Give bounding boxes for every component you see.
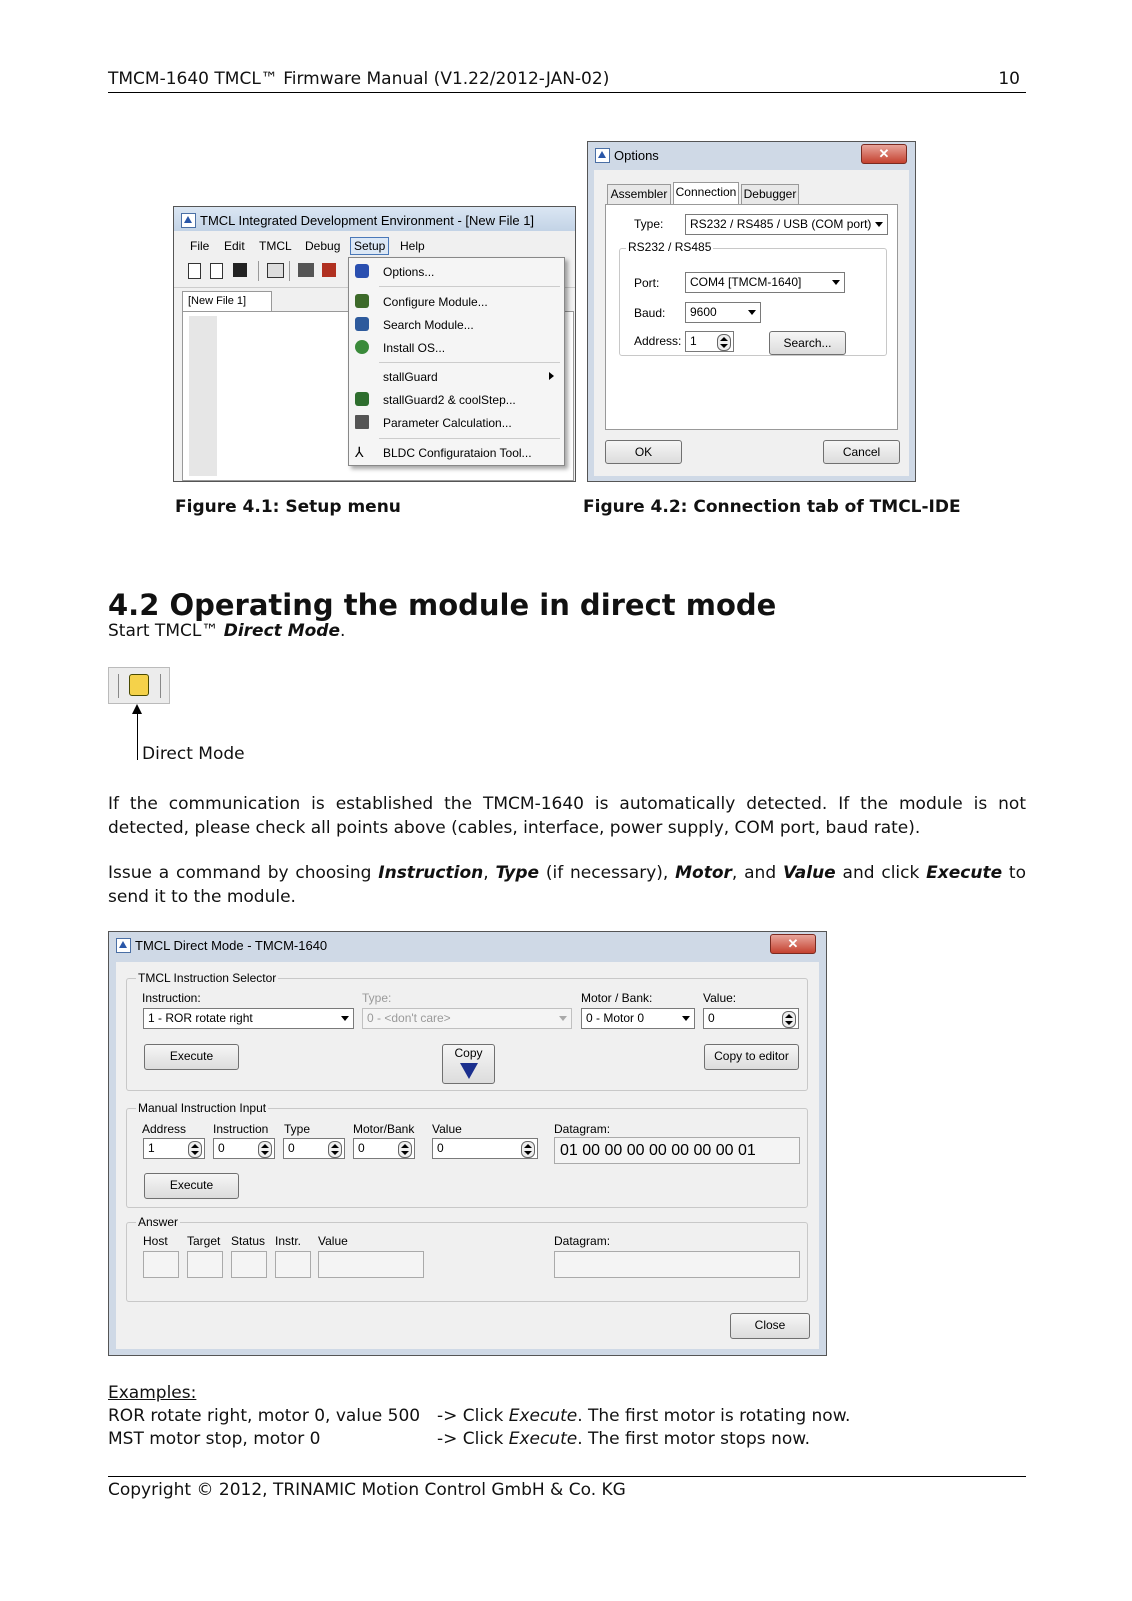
start-text-suffix: .	[340, 621, 346, 641]
direct-mode-client	[116, 962, 819, 1349]
manual-instruction-value: 0	[218, 1141, 225, 1155]
answer-target-label: Target	[187, 1234, 221, 1248]
spin-arrows-icon[interactable]	[328, 1141, 342, 1158]
toolbar-divider	[118, 674, 119, 698]
example-command: ROR rotate right, motor 0, value 500	[108, 1406, 421, 1426]
port-select[interactable]	[685, 272, 845, 293]
start-direct-mode-text	[108, 621, 345, 641]
menu-item-configure-module[interactable]: Configure Module...	[383, 295, 488, 309]
para-text: to send it to the module.	[108, 863, 1026, 907]
print-icon[interactable]	[267, 263, 284, 278]
chevron-down-icon	[875, 222, 883, 227]
instruction-select[interactable]	[143, 1008, 354, 1029]
direct-mode-title: TMCL Direct Mode - TMCM-1640	[135, 938, 328, 953]
chevron-down-icon	[341, 1016, 349, 1021]
manual-input-label: Manual Instruction Input	[138, 1101, 267, 1115]
menu-help[interactable]: Help	[400, 239, 425, 253]
manual-address-stepper[interactable]	[143, 1138, 205, 1159]
para-emphasis: Value	[782, 863, 836, 883]
detection-paragraph: If the communication is established the TMCM-1640 is automatically detected. If the module is not detected, please check all points above (cables, interface, power supply, COM port, baud rate).	[108, 794, 1026, 838]
answer-status-label: Status	[231, 1234, 266, 1248]
configure-module-icon	[355, 294, 369, 308]
menu-item-search-module[interactable]: Search Module...	[383, 318, 474, 332]
baud-label: Baud:	[634, 306, 666, 320]
answer-instr-field	[275, 1251, 311, 1278]
example-action-text: . The first motor is rotating now.	[577, 1406, 851, 1426]
footer-rule	[108, 1476, 1026, 1477]
tab-assembler[interactable]: Assembler	[607, 184, 671, 204]
menu-item-bldc-tool[interactable]: BLDC Configurataion Tool...	[383, 446, 532, 460]
stallguard2-icon	[355, 392, 369, 406]
manual-motor-bank-label: Motor/Bank	[353, 1122, 415, 1136]
tab-connection[interactable]: Connection	[673, 182, 739, 204]
menu-edit[interactable]: Edit	[224, 239, 245, 253]
menu-item-options[interactable]: Options...	[383, 265, 435, 279]
answer-target-field	[187, 1251, 223, 1278]
manual-instruction-label: Instruction	[213, 1122, 269, 1136]
answer-instr-label: Instr.	[275, 1234, 302, 1248]
direct-mode-label: Direct Mode	[142, 744, 245, 764]
new-file-icon[interactable]	[188, 263, 201, 279]
instruction-selector-label: TMCL Instruction Selector	[138, 971, 277, 985]
menu-tmcl[interactable]: TMCL	[259, 239, 292, 253]
answer-value-label: Value	[318, 1234, 348, 1248]
para-emphasis: Instruction	[378, 863, 484, 883]
spin-arrows-icon[interactable]	[717, 334, 731, 351]
rs232-group-label: RS232 / RS485	[628, 240, 712, 254]
para-text: ,	[483, 863, 496, 883]
answer-host-label: Host	[143, 1234, 168, 1248]
address-label: Address:	[634, 334, 682, 348]
address-stepper[interactable]	[685, 331, 734, 352]
example-action-text: -> Click	[437, 1429, 509, 1449]
answer-value-field	[318, 1251, 424, 1278]
manual-address-label: Address	[142, 1122, 187, 1136]
manual-motor-bank-value: 0	[358, 1141, 365, 1155]
install-os-icon	[355, 340, 369, 354]
spin-arrows-icon[interactable]	[188, 1141, 202, 1158]
menu-item-stallguard2-coolstep[interactable]: stallGuard2 & coolStep...	[383, 393, 516, 407]
answer-datagram-label: Datagram:	[554, 1234, 611, 1248]
toolbar-divider	[258, 261, 259, 281]
menu-separator	[379, 362, 560, 363]
copy-button-label: Copy	[454, 1046, 483, 1060]
ide-window-title: TMCL Integrated Development Environment - [New File 1]	[200, 213, 535, 228]
para-text: , and	[731, 863, 783, 883]
manual-value-value: 0	[437, 1141, 444, 1155]
direct-mode-window-screenshot	[108, 931, 827, 1356]
section-heading: 4.2 Operating the module in direct mode	[108, 588, 777, 622]
copy-to-editor-button[interactable]: Copy to editor	[704, 1044, 799, 1070]
app-icon	[116, 938, 131, 953]
type-value: 0 - <don't care>	[367, 1011, 451, 1025]
menu-debug[interactable]: Debug	[305, 239, 341, 253]
running-header-title: TMCM-1640 TMCL™ Firmware Manual (V1.22/2012-JAN-02)	[108, 69, 610, 89]
manual-address-value: 1	[148, 1141, 155, 1155]
address-value: 1	[690, 334, 697, 348]
editor-tab[interactable]: [New File 1]	[182, 291, 272, 311]
download-icon[interactable]	[322, 263, 336, 277]
instruction-label: Instruction:	[142, 991, 201, 1005]
start-text-emphasis: Direct Mode	[223, 621, 341, 641]
header-rule	[108, 92, 1026, 93]
ide-window-screenshot	[173, 206, 576, 482]
value-value: 0	[708, 1011, 715, 1025]
example-action-text: -> Click	[437, 1406, 509, 1426]
value-label: Value:	[703, 991, 737, 1005]
toolbar-divider	[289, 261, 290, 281]
copy-button[interactable]	[442, 1044, 495, 1084]
type-label: Type:	[634, 217, 664, 231]
app-icon	[595, 148, 610, 163]
ide-titlebar	[174, 207, 575, 231]
search-module-icon	[355, 317, 369, 331]
para-emphasis: Execute	[926, 863, 1003, 883]
editor-gutter	[189, 316, 217, 476]
spin-arrows-icon[interactable]	[398, 1141, 412, 1158]
para-emphasis: Type	[495, 863, 540, 883]
direct-mode-hand-icon[interactable]	[129, 674, 149, 696]
port-value: COM4 [TMCM-1640]	[690, 275, 802, 289]
example-action-text: . The first motor stops now.	[577, 1429, 810, 1449]
manual-type-label: Type	[284, 1122, 311, 1136]
direct-mode-toolbar-snippet	[108, 667, 170, 704]
datagram-field: 01 00 00 00 00 00 00 00 01	[554, 1137, 800, 1164]
options-dialog-screenshot	[587, 141, 916, 482]
manual-type-stepper[interactable]	[283, 1138, 345, 1159]
menu-item-stallguard[interactable]: stallGuard	[383, 370, 438, 384]
para-emphasis: Motor	[675, 863, 732, 883]
para-text: (if necessary),	[539, 863, 676, 883]
connection-type-select[interactable]	[685, 214, 888, 235]
connection-type-value: RS232 / RS485 / USB (COM port)	[690, 217, 872, 231]
search-button[interactable]: Search...	[769, 331, 846, 355]
calculator-icon	[355, 415, 369, 429]
example-action-emphasis: Execute	[508, 1406, 578, 1426]
para-text: Issue a command by choosing	[108, 863, 379, 883]
options-icon	[355, 264, 369, 278]
port-label: Port:	[634, 276, 660, 290]
issue-command-paragraph	[108, 861, 1026, 909]
tab-debugger[interactable]: Debugger	[741, 184, 799, 204]
type-select[interactable]	[362, 1008, 572, 1029]
execute-button[interactable]: Execute	[144, 1044, 239, 1070]
figure-4-1-caption: Figure 4.1: Setup menu	[175, 497, 401, 517]
value-stepper[interactable]	[703, 1008, 799, 1029]
example-action	[437, 1429, 810, 1449]
menu-item-parameter-calculation[interactable]: Parameter Calculation...	[383, 416, 512, 430]
start-text-prefix: Start TMCL™	[108, 621, 224, 641]
spin-arrows-icon[interactable]	[782, 1011, 796, 1028]
example-command: MST motor stop, motor 0	[108, 1429, 321, 1449]
manual-motor-bank-stepper[interactable]	[353, 1138, 415, 1159]
chevron-down-icon	[682, 1016, 690, 1021]
motor-bank-label: Motor / Bank:	[581, 991, 653, 1005]
example-action-emphasis: Execute	[508, 1429, 578, 1449]
options-tab-strip	[607, 184, 895, 204]
ide-menubar	[174, 236, 575, 254]
close-button[interactable]: Close	[730, 1313, 810, 1339]
type-label: Type:	[362, 991, 392, 1005]
instruction-value: 1 - ROR rotate right	[148, 1011, 253, 1025]
figure-4-2-caption: Figure 4.2: Connection tab of TMCL-IDE	[583, 497, 961, 517]
motor-bank-value: 0 - Motor 0	[586, 1011, 645, 1025]
footer-copyright: Copyright © 2012, TRINAMIC Motion Control GmbH & Co. KG	[108, 1480, 626, 1500]
page-number: 10	[998, 69, 1020, 89]
submenu-arrow-icon	[549, 372, 554, 380]
example-action	[437, 1406, 850, 1426]
menu-setup[interactable]: Setup	[350, 237, 389, 255]
pointer-arrowhead-icon	[132, 704, 142, 714]
bldc-tool-icon: ⅄	[355, 444, 364, 460]
spin-arrows-icon[interactable]	[258, 1141, 272, 1158]
answer-datagram-field	[554, 1251, 800, 1278]
answer-status-field	[231, 1251, 267, 1278]
menu-separator	[379, 438, 560, 439]
answer-host-field	[143, 1251, 179, 1278]
para-text: and click	[835, 863, 927, 883]
menu-file[interactable]: File	[190, 239, 210, 253]
assemble-icon[interactable]	[298, 263, 314, 277]
cancel-button[interactable]: Cancel	[823, 440, 900, 464]
copy-arrow-icon	[460, 1063, 478, 1079]
motor-bank-select[interactable]	[581, 1008, 695, 1029]
examples-heading: Examples:	[108, 1383, 197, 1403]
options-title: Options	[614, 148, 659, 163]
menu-item-install-os[interactable]: Install OS...	[383, 341, 446, 355]
pointer-arrow-line	[137, 708, 138, 760]
toolbar-divider	[160, 674, 161, 698]
menu-separator	[379, 286, 560, 287]
answer-label: Answer	[138, 1215, 179, 1229]
options-client	[594, 170, 909, 476]
ok-button[interactable]: OK	[605, 440, 682, 464]
manual-value-label: Value	[432, 1122, 462, 1136]
open-file-icon[interactable]	[210, 263, 223, 279]
spin-arrows-icon[interactable]	[521, 1141, 535, 1158]
chevron-down-icon	[559, 1016, 567, 1021]
manual-instruction-stepper[interactable]	[213, 1138, 275, 1159]
manual-value-stepper[interactable]	[432, 1138, 538, 1159]
connection-tab-panel	[605, 204, 898, 430]
options-titlebar	[588, 142, 915, 168]
manual-type-value: 0	[288, 1141, 295, 1155]
baud-value: 9600	[690, 305, 717, 319]
close-icon[interactable]: ✕	[770, 934, 816, 954]
baud-select[interactable]	[685, 302, 761, 323]
chevron-down-icon	[748, 310, 756, 315]
close-icon[interactable]: ✕	[861, 144, 907, 164]
direct-mode-titlebar	[109, 932, 826, 958]
manual-execute-button[interactable]: Execute	[144, 1173, 239, 1199]
app-icon	[181, 213, 196, 228]
datagram-label: Datagram:	[554, 1122, 611, 1136]
chevron-down-icon	[832, 280, 840, 285]
setup-dropdown-menu	[348, 257, 565, 466]
save-icon[interactable]	[233, 263, 247, 277]
